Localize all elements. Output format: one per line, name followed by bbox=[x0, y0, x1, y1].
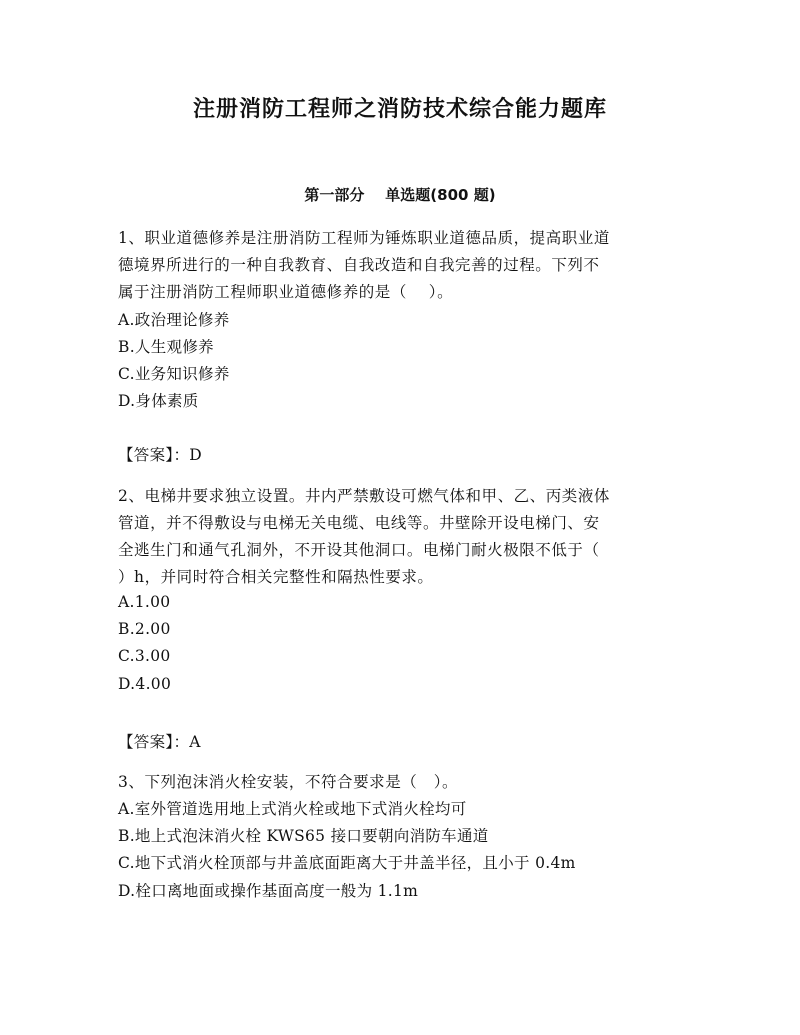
answer-line: 【答案】：A bbox=[118, 733, 201, 751]
option-d: D.身体素质 bbox=[118, 392, 199, 410]
option-c: C.地下式消火栓顶部与井盖底面距离大于井盖半径，且小于 0.4m bbox=[118, 854, 576, 872]
question-stem-line: 3、下列泡沫消火栓安装，不符合要求是（ ）。 bbox=[118, 773, 459, 791]
option-a: A.政治理论修养 bbox=[118, 311, 230, 329]
question-stem-line: 管道，并不得敷设与电梯无关电缆、电线等。井壁除开设电梯门、安 bbox=[118, 514, 600, 532]
option-b: B.2.00 bbox=[118, 620, 171, 638]
answer-line: 【答案】：D bbox=[118, 446, 202, 464]
question-stem-line: 德境界所进行的一种自我教育、自我改造和自我完善的过程。下列不 bbox=[118, 256, 600, 274]
question-stem-line: ）h，并同时符合相关完整性和隔热性要求。 bbox=[118, 568, 434, 586]
option-c: C.业务知识修养 bbox=[118, 365, 230, 383]
option-d: D.栓口离地面或操作基面高度一般为 1.1m bbox=[118, 882, 419, 900]
option-b: B.人生观修养 bbox=[118, 338, 214, 356]
document-title: 注册消防工程师之消防技术综合能力题库 bbox=[192, 97, 607, 122]
option-b: B.地上式泡沫消火栓 KWS65 接口要朝向消防车通道 bbox=[118, 827, 489, 845]
question-stem-line: 全逃生门和通气孔洞外，不开设其他洞口。电梯门耐火极限不低于（ bbox=[118, 541, 600, 559]
option-c: C.3.00 bbox=[118, 647, 171, 665]
question-stem-line: 1、职业道德修养是注册消防工程师为锤炼职业道德品质，提高职业道 bbox=[118, 229, 610, 247]
question-stem-line: 2、电梯井要求独立设置。井内严禁敷设可燃气体和甲、乙、丙类液体 bbox=[118, 487, 610, 505]
option-a: A.1.00 bbox=[118, 593, 171, 611]
option-a: A.室外管道选用地上式消火栓或地下式消火栓均可 bbox=[118, 800, 467, 818]
option-d: D.4.00 bbox=[118, 675, 172, 693]
section-title: 第一部分 单选题(800 题) bbox=[304, 186, 496, 204]
question-stem-line: 属于注册消防工程师职业道德修养的是（ ）。 bbox=[118, 283, 454, 301]
